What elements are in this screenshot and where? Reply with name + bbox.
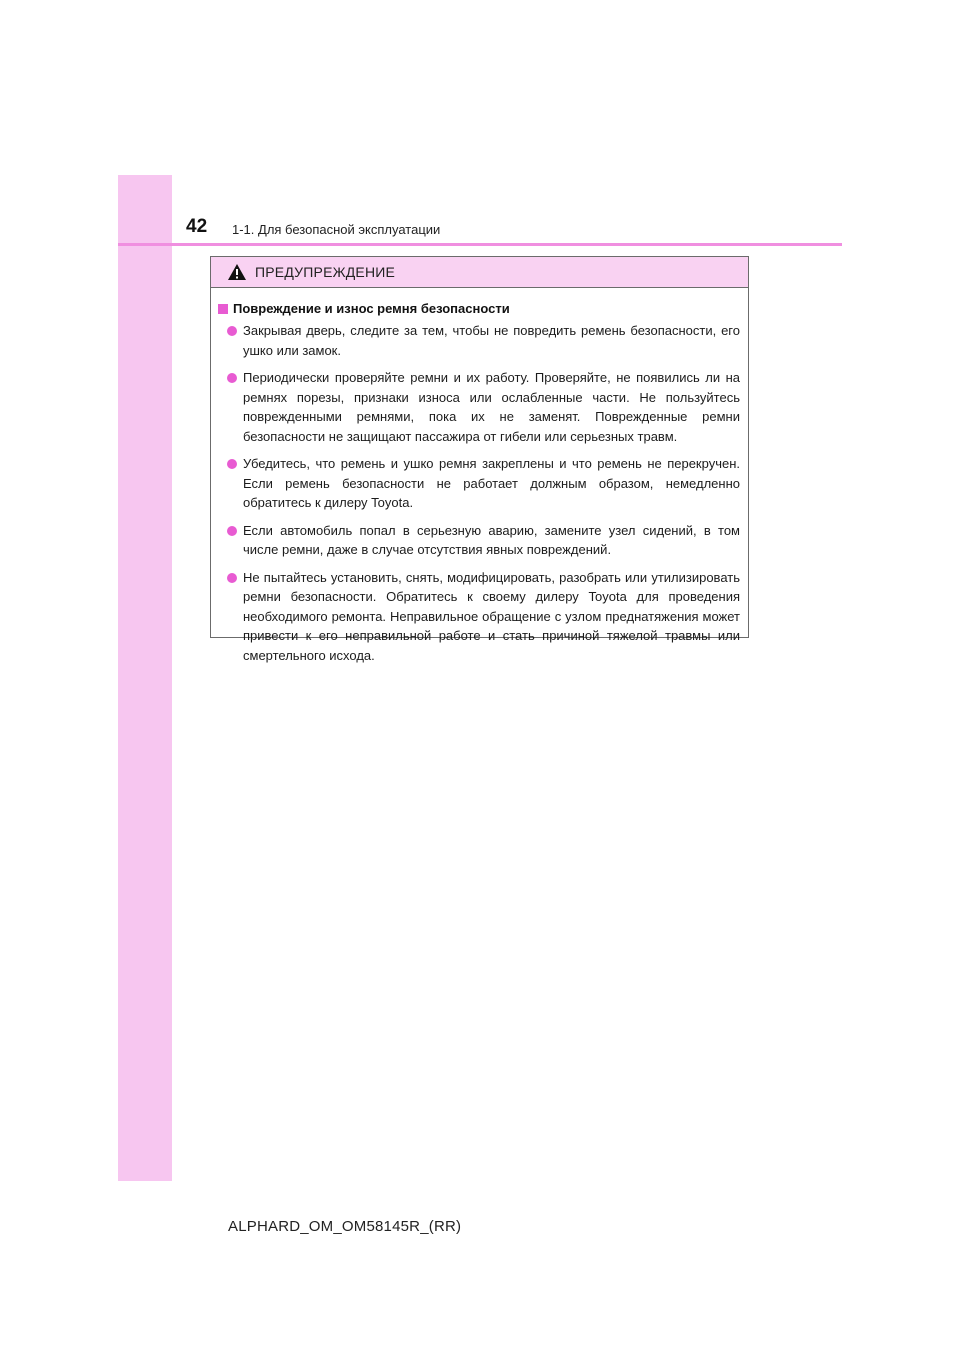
bullet-dot-icon [227,459,237,469]
bullet-dot-icon [227,326,237,336]
list-item-text: Убедитесь, что ремень и ушко ремня закреплены и что ремень не перекручен. Если ремень безопасности не работает должным образом, немедленно обратитесь к дилеру Toyota. [243,456,740,510]
warning-title: ПРЕДУПРЕЖДЕНИЕ [255,264,396,280]
list-item-text: Периодически проверяйте ремни и их работу. Проверяйте, не появились ли на ремнях порезы, признаки износа или ослабленные части. Не пользуйтесь поврежденными ремнями, пока их не заменят. Поврежденные ремни безопасности не защищают пассажира от гибели или серьезных травм. [243,370,740,444]
list-item [218,521,740,560]
bullet-dot-icon [227,573,237,583]
page-number: 42 [186,216,208,237]
warning-header [211,257,748,288]
warning-subhead [218,301,740,316]
list-item-text: Если автомобиль попал в серьезную аварию, замените узел сидений, в том числе ремни, даже в случае отсутствия явных повреждений. [243,522,740,557]
warning-subhead-text: Повреждение и износ ремня безопасности [233,301,510,316]
square-bullet-icon [218,304,228,314]
warning-triangle-icon [227,263,247,281]
list-item [218,454,740,513]
warning-list [218,321,740,665]
list-item [218,568,740,666]
header-divider [118,243,842,246]
list-item [218,321,740,360]
bullet-dot-icon [227,526,237,536]
section-title: 1-1. Для безопасной эксплуатации [232,222,441,237]
warning-body [211,288,748,665]
sidebar-tab [118,175,172,1181]
bullet-dot-icon [227,373,237,383]
list-item-text: Закрывая дверь, следите за тем, чтобы не повредить ремень безопасности, его ушко или замок. [243,323,740,358]
warning-box [210,256,749,663]
document-code: ALPHARD_OM_OM58145R_(RR) [228,1218,462,1235]
list-item [218,368,740,446]
list-item-text: Не пытайтесь установить, снять, модифицировать, разобрать или утилизировать ремни безопасности. Обратитесь к своему дилеру Toyota для проведения необходимого ремонта. Неправильное обращение с узлом преднатяжения может привести к его неправильной работе и стать причиной тяжелой травмы или смертельного исхода. [243,569,740,663]
